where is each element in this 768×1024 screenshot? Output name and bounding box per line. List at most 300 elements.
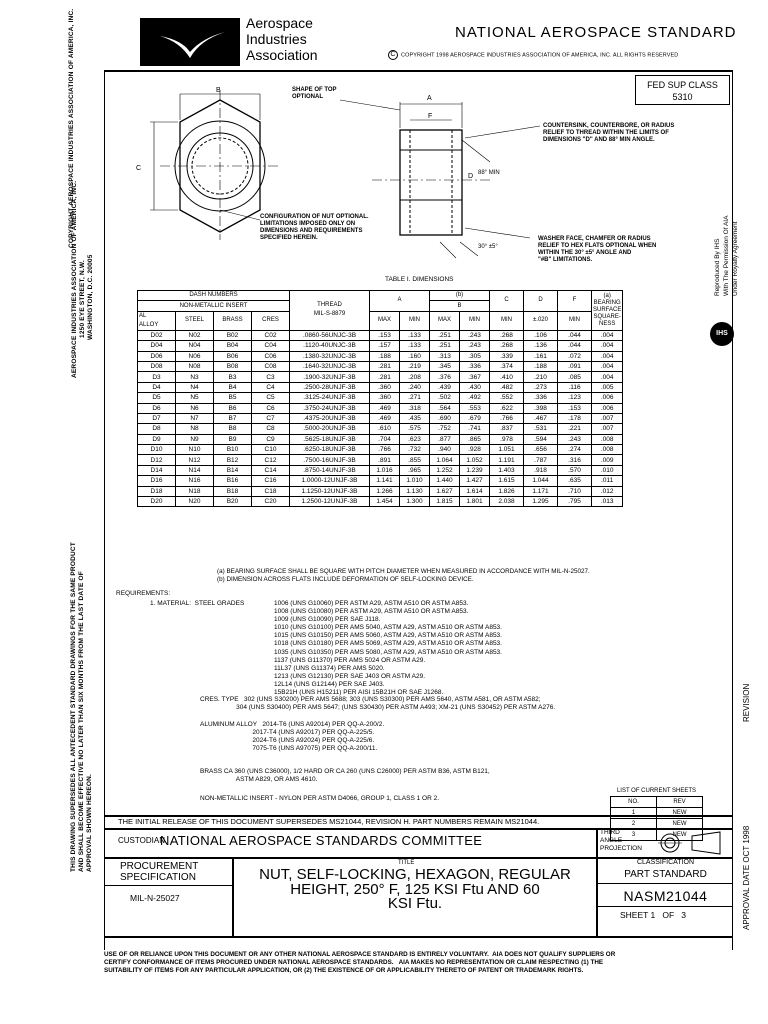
table-cell: .010	[592, 465, 623, 475]
ihs-logo-text: IHS	[716, 330, 728, 337]
table-cell: .732	[400, 445, 430, 455]
countersink-note: COUNTERSINK, COUNTERBORE, OR RADIUS RELIEF TO THREAD WITHIN THE LIMITS OF DIMENSIONS "D" AND 88° MIN ANGLE.	[543, 123, 675, 143]
table-cell: .251	[430, 330, 460, 340]
table-cell: .012	[592, 486, 623, 496]
header-b-min: MIN	[460, 311, 490, 330]
table-cell: .594	[524, 434, 558, 444]
table-cell: .004	[592, 341, 623, 351]
table-cell: .318	[400, 403, 430, 413]
address-line-1: AEROSPACE INDUSTRIES ASSOCIATION OF AMERICA, INC.	[71, 180, 78, 378]
table-cell: .072	[558, 351, 592, 361]
sheet-row: 2 NEW	[611, 818, 703, 829]
table-row	[138, 372, 623, 382]
table-cell: .153	[558, 403, 592, 413]
table-cell: .268	[490, 330, 524, 340]
table-cell: .622	[490, 403, 524, 413]
table-cell: 1.130	[400, 486, 430, 496]
dim-label-a: A	[427, 95, 432, 102]
sheet-row: 3 NEW	[611, 829, 703, 840]
table-cell: B5	[214, 393, 252, 403]
table-footnotes	[217, 568, 590, 584]
table-cell: B6	[214, 403, 252, 413]
table-cell: 1.141	[370, 476, 400, 486]
table-cell: B7	[214, 413, 252, 423]
table-cell: B16	[214, 476, 252, 486]
table-cell: .188	[370, 351, 400, 361]
table-cell: 1.2500-12UNJF-3B	[290, 497, 370, 507]
table-cell: .313	[430, 351, 460, 361]
table-cell: .153	[370, 330, 400, 340]
table-cell: .492	[460, 393, 490, 403]
table-cell: C7	[252, 413, 290, 423]
table-cell: .656	[524, 445, 558, 455]
table-cell: .410	[490, 372, 524, 382]
table-cell: B12	[214, 455, 252, 465]
table-cell: D10	[138, 445, 176, 455]
table-cell: .208	[400, 372, 430, 382]
header-brass: BRASS	[214, 311, 252, 330]
table-cell: .004	[592, 372, 623, 382]
header-cres: CRES	[252, 311, 290, 330]
header-d: D	[524, 291, 558, 312]
sheets-header-rev: REV	[657, 796, 703, 807]
table-cell: .178	[558, 413, 592, 423]
table-row	[138, 424, 623, 434]
table-cell: .435	[400, 413, 430, 423]
table-cell: .623	[400, 434, 430, 444]
table-cell: .271	[400, 393, 430, 403]
washer-face-note: WASHER FACE, CHAMFER OR RADIUS RELIEF TO HEX FLATS OPTIONAL WHEN WITHIN THE 30° ±5° ANGLE AND "#B" LIMITATIONS.	[538, 236, 657, 263]
table-cell: .085	[558, 372, 592, 382]
table-cell: N18	[176, 486, 214, 496]
part-number-divider	[596, 906, 733, 907]
table-cell: .787	[524, 455, 558, 465]
brass-requirement: BRASS CA 360 (UNS C36000), 1/2 HARD OR CA 260 (UNS C26000) PER ASTM B36, ASTM B121, ASTM A829, OR AMS 4610.	[200, 768, 490, 784]
copyright-text: COPYRIGHT 1998 AEROSPACE INDUSTRIES ASSOCIATION OF AMERICA, INC. ALL RIGHTS RESERVED	[401, 52, 679, 59]
table-cell: .273	[524, 382, 558, 392]
table-cell: .502	[430, 393, 460, 403]
table-cell: .5625-18UNJF-3B	[290, 434, 370, 444]
table-cell: .918	[524, 465, 558, 475]
ihs-logo-icon	[710, 322, 734, 346]
table-cell: .3125-24UNJF-3B	[290, 393, 370, 403]
table-cell: .439	[430, 382, 460, 392]
table-cell: .360	[370, 382, 400, 392]
table-cell: .570	[558, 465, 592, 475]
table-cell: B04	[214, 341, 252, 351]
table-cell: B20	[214, 497, 252, 507]
table-cell: .210	[524, 372, 558, 382]
table-cell: .469	[370, 403, 400, 413]
table-cell: .011	[592, 476, 623, 486]
table-cell: N20	[176, 497, 214, 507]
table-cell: .3750-24UNJF-3B	[290, 403, 370, 413]
procurement-label: PROCUREMENT SPECIFICATION	[120, 861, 199, 883]
table-cell: .161	[524, 351, 558, 361]
table-cell: D08	[138, 361, 176, 371]
address-line-3: WASHINGTON, D.C. 20005	[87, 254, 94, 340]
table-cell: .766	[490, 413, 524, 423]
table-cell: N8	[176, 424, 214, 434]
dimensions-table-body	[138, 330, 623, 507]
table-row	[138, 465, 623, 475]
table-cell: .243	[460, 330, 490, 340]
table-cell: D9	[138, 434, 176, 444]
table-cell: 1.239	[460, 465, 490, 475]
table-cell: N5	[176, 393, 214, 403]
table-cell: D8	[138, 424, 176, 434]
table-cell: .855	[400, 455, 430, 465]
table-cell: .219	[400, 361, 430, 371]
title-block-divider-left	[232, 857, 234, 936]
table-cell: C20	[252, 497, 290, 507]
header-f-min: MIN	[558, 311, 592, 330]
table-cell: 1.064	[430, 455, 460, 465]
copyright-icon: C	[388, 50, 398, 60]
supersedes-line-1: THIS DRAWING SUPERSEDES ALL ANTECEDENT STANDARD DRAWINGS FOR THE SAME PRODUCT	[70, 542, 77, 872]
table-cell: C3	[252, 372, 290, 382]
release-note: THE INITIAL RELEASE OF THIS DOCUMENT SUPERSEDES MS21044, REVISION H. PART NUMBERS REMAIN MS21044.	[118, 817, 540, 826]
table-cell: .679	[460, 413, 490, 423]
table-cell: 1.300	[400, 497, 430, 507]
table-cell: .281	[370, 361, 400, 371]
material-label: 1. MATERIAL: STEEL GRADES	[150, 600, 245, 607]
table-cell: .281	[370, 372, 400, 382]
table-cell: .339	[490, 351, 524, 361]
table-cell: D4	[138, 382, 176, 392]
table-cell: .0860-56UNJC-3B	[290, 330, 370, 340]
table-cell: .336	[524, 393, 558, 403]
header-c-min: MIN	[490, 311, 524, 330]
table-cell: N3	[176, 372, 214, 382]
table-cell: .710	[558, 486, 592, 496]
table-row	[138, 455, 623, 465]
table-cell: .398	[524, 403, 558, 413]
table-cell: .8750-14UNJF-3B	[290, 465, 370, 475]
table-cell: B10	[214, 445, 252, 455]
table-cell: 1.0000-12UNJF-3B	[290, 476, 370, 486]
table-cell: .008	[592, 445, 623, 455]
table-row	[138, 403, 623, 413]
table-cell: .123	[558, 393, 592, 403]
dim-label-d: D	[468, 173, 474, 180]
table-cell: B9	[214, 434, 252, 444]
table-cell: N9	[176, 434, 214, 444]
dim-label-b: B	[216, 87, 221, 94]
table-cell: .376	[430, 372, 460, 382]
table-cell: N06	[176, 351, 214, 361]
header-a-max: MAX	[370, 311, 400, 330]
table-cell: .006	[592, 393, 623, 403]
table-cell: .552	[490, 393, 524, 403]
table-cell: .005	[592, 382, 623, 392]
standard-title: NATIONAL AEROSPACE STANDARD	[455, 24, 737, 41]
table-cell: C4	[252, 382, 290, 392]
aluminum-requirement: ALUMINUM ALLOY 2014-T6 (UNS A92014) PER QQ-A-200/2. 2017-T4 (UNS A92017) PER QQ-A-225/5. 2024-T6 (UNS A92024) PER QQ-A-225/6. 7075-T6 (UNS A97075) PER QQ-A-200/11.	[200, 721, 385, 753]
table-cell: .469	[370, 413, 400, 423]
table-cell: .013	[592, 497, 623, 507]
table-cell: .008	[592, 434, 623, 444]
table-cell: .610	[370, 424, 400, 434]
table-cell: .360	[370, 393, 400, 403]
table-cell: .6250-18UNJF-3B	[290, 445, 370, 455]
table-cell: N02	[176, 330, 214, 340]
table-cell: C6	[252, 403, 290, 413]
custodian-label: CUSTODIAN	[118, 836, 165, 845]
table-cell: 1.266	[370, 486, 400, 496]
document-title: NUT, SELF-LOCKING, HEXAGON, REGULAR HEIGHT, 250° F, 125 KSI Ftu AND 60 KSI Ftu.	[259, 866, 571, 912]
table-cell: .940	[430, 445, 460, 455]
steel-grades: 1006 (UNS G10060) PER ASTM A29, ASTM A510 OR ASTM A853. 1008 (UNS G10080) PER ASTM A29, ASTM A510 OR ASTM A853. 1009 (UNS G10090) PER SAE J118. 1010 (UNS G10100) PER AMS 5040, ASTM A29, ASTM A510 OR ASTM A853. 1015 (UNS G10150) PER AMS 5060, ASTM A29, ASTM A510 OR ASTM A853. 1018 (UNS G10180) PER AMS 5069, ASTM A29, ASTM A510 OR ASTM A853. 1035 (UNS G10350) PER AMS 5080, ASTM A29, ASTM A510 OR ASTM A853. 1137 (UNS G11370) PER AMS 5024 OR ASTM A29. 11L37 (UNS G11374) PER AMS 5020. 1213 (UNS G12130) PER SAE J403 OR ASTM A29. 12L14 (UNS G12144) PER SAE J403. 15B21H (UNS H15211) PER AISI 15B21H OR SAE J1268.	[274, 600, 502, 697]
table-cell: .928	[460, 445, 490, 455]
table-cell: .575	[400, 424, 430, 434]
footnote-a: (a) BEARING SURFACE SHALL BE SQUARE WITH PITCH DIAMETER WHEN MEASURED IN ACCORDANCE WITH MIL-N-25027.	[217, 568, 590, 575]
table-caption: TABLE I. DIMENSIONS	[385, 276, 454, 283]
title-block-bottom-line	[104, 936, 733, 938]
table-cell: B18	[214, 486, 252, 496]
table-cell: D06	[138, 351, 176, 361]
table-cell: .221	[558, 424, 592, 434]
table-cell: D6	[138, 403, 176, 413]
table-cell: .136	[524, 341, 558, 351]
dim-label-c: C	[136, 165, 142, 172]
table-cell: C5	[252, 393, 290, 403]
dim-label-f: F	[428, 113, 433, 120]
table-cell: B8	[214, 424, 252, 434]
table-cell: C08	[252, 361, 290, 371]
projection-label: THIRD ANGLE PROJECTION	[600, 829, 642, 852]
table-cell: 1.801	[460, 497, 490, 507]
table-cell: .367	[460, 372, 490, 382]
header-al-alloy: AL ALLOY	[138, 311, 176, 330]
table-cell: .531	[524, 424, 558, 434]
header-f: F	[558, 291, 592, 312]
aia-logo-text: Aerospace Industries Association	[246, 15, 318, 63]
table-cell: 1.191	[490, 455, 524, 465]
table-row	[138, 341, 623, 351]
requirements-heading: REQUIREMENTS:	[116, 590, 171, 597]
third-angle-projection-icon	[656, 830, 728, 856]
table-row	[138, 361, 623, 371]
table-cell: D7	[138, 413, 176, 423]
table-cell: N10	[176, 445, 214, 455]
table-cell: .044	[558, 341, 592, 351]
angle-30-label: 30° ±5°	[478, 244, 498, 250]
header-steel: STEEL	[176, 311, 214, 330]
table-cell: .553	[460, 403, 490, 413]
fed-sup-class-label: FED SUP CLASS	[647, 80, 718, 90]
custodian-name: NATIONAL AEROSPACE STANDARDS COMMITTEE	[160, 833, 483, 848]
table-cell: .004	[592, 361, 623, 371]
table-cell: 1.403	[490, 465, 524, 475]
copyright-vertical: COPYRIGHT AEROSPACE INDUSTRIES ASSOCIATION OF AMERICA, INC.	[68, 8, 75, 248]
table-cell: .795	[558, 497, 592, 507]
header-b-note: (b)	[430, 291, 490, 301]
address-line-2: 1250 EYE STREET, N.W.	[79, 260, 86, 338]
table-cell: .374	[490, 361, 524, 371]
table-cell: .004	[592, 351, 623, 361]
table-cell: .268	[490, 341, 524, 351]
supersedes-line-3: APPROVAL SHOWN HEREON.	[86, 773, 93, 872]
table-cell: .837	[490, 424, 524, 434]
frame-top-line	[104, 70, 733, 72]
table-cell: .2500-28UNJF-3B	[290, 382, 370, 392]
table-cell: B08	[214, 361, 252, 371]
table-cell: .251	[430, 341, 460, 351]
table-row	[138, 351, 623, 361]
header-bearing-surface: (a) BEARING SURFACE SQUARE- NESS	[592, 291, 623, 331]
table-cell: D18	[138, 486, 176, 496]
table-cell: .891	[370, 455, 400, 465]
header-b: B	[430, 301, 490, 311]
dimensions-table	[137, 290, 623, 507]
table-row	[138, 413, 623, 423]
table-cell: D16	[138, 476, 176, 486]
table-row	[138, 330, 623, 340]
table-cell: .7500-16UNJF-3B	[290, 455, 370, 465]
table-cell: D02	[138, 330, 176, 340]
table-cell: 1.1250-12UNJF-3B	[290, 486, 370, 496]
table-cell: B02	[214, 330, 252, 340]
table-cell: .009	[592, 455, 623, 465]
header-a: A	[370, 291, 430, 312]
table-cell: .865	[460, 434, 490, 444]
footnote-b: (b) DIMENSION ACROSS FLATS INCLUDE DEFORMATION OF SELF-LOCKING DEVICE.	[217, 576, 474, 583]
table-row	[138, 434, 623, 444]
copyright-line	[388, 50, 678, 60]
table-cell: C18	[252, 486, 290, 496]
table-cell: .007	[592, 424, 623, 434]
classification-value: PART STANDARD	[624, 869, 707, 880]
table-cell: .160	[400, 351, 430, 361]
disclaimer: USE OF OR RELIANCE UPON THIS DOCUMENT OR ANY OTHER NATIONAL AEROSPACE STANDARD IS ENTIRELY VOLUNTARY. AIA DOES NOT QUALIFY SUPPLIERS OR CERTIFY CONFORMANCE OF ITEMS PROCURED UNDER NATIONAL AEROSPACE STANDARDS. AIA MAKES NO REPRESENTATION OR CLAIM RESPECTING (1) THE SUITABILITY OF ITEMS FOR ANY PARTICULAR APPLICATION, OR (2) THE EXISTENCE OF OR APPLICABILITY THERETO OF PATENT OR TRADEMARK RIGHTS.	[104, 951, 616, 974]
table-cell: N12	[176, 455, 214, 465]
approval-date: APPROVAL DATE OCT 1998	[742, 825, 751, 930]
sheets-header-no: NO.	[611, 796, 657, 807]
table-cell: B06	[214, 351, 252, 361]
supersedes-line-2: AND SHALL BECOME EFFECTIVE NO LATER THAN SIX MONTHS FROM THE LAST DATE OF	[78, 571, 85, 872]
table-cell: 1.427	[460, 476, 490, 486]
table-cell: C06	[252, 351, 290, 361]
table-row	[138, 497, 623, 507]
angle-88-label: 88° MIN	[478, 170, 500, 176]
table-cell: N04	[176, 341, 214, 351]
table-cell: .133	[400, 330, 430, 340]
header-c: C	[490, 291, 524, 312]
table-cell: C14	[252, 465, 290, 475]
procurement-spec: MIL-N-25027	[130, 893, 180, 903]
table-cell: .5000-20UNJF-3B	[290, 424, 370, 434]
table-cell: .752	[430, 424, 460, 434]
table-cell: C8	[252, 424, 290, 434]
table-cell: 1.454	[370, 497, 400, 507]
table-cell: C04	[252, 341, 290, 351]
shape-of-top-note: SHAPE OF TOP OPTIONAL	[292, 87, 337, 100]
table-cell: .336	[460, 361, 490, 371]
table-cell: .564	[430, 403, 460, 413]
table-cell: .704	[370, 434, 400, 444]
table-cell: C16	[252, 476, 290, 486]
table-cell: 1.016	[370, 465, 400, 475]
table-cell: .635	[558, 476, 592, 486]
fed-sup-class-value: 5310	[672, 92, 693, 102]
header-b-max: MAX	[430, 311, 460, 330]
sheets-caption: LIST OF CURRENT SHEETS	[616, 787, 697, 794]
table-cell: .4375-20UNJF-3B	[290, 413, 370, 423]
table-cell: 1.051	[490, 445, 524, 455]
table-row	[138, 393, 623, 403]
table-cell: .243	[558, 434, 592, 444]
header-a-min: MIN	[400, 311, 430, 330]
table-cell: 1.440	[430, 476, 460, 486]
table-cell: 2.038	[490, 497, 524, 507]
table-row	[138, 486, 623, 496]
title-block-divider-right	[596, 828, 598, 936]
table-cell: C9	[252, 434, 290, 444]
table-cell: .044	[558, 330, 592, 340]
table-row	[138, 476, 623, 486]
table-cell: 1.627	[430, 486, 460, 496]
table-cell: D04	[138, 341, 176, 351]
table-cell: .430	[460, 382, 490, 392]
table-cell: .877	[430, 434, 460, 444]
table-cell: 1.614	[460, 486, 490, 496]
table-cell: .240	[400, 382, 430, 392]
table-cell: .243	[460, 341, 490, 351]
table-cell: C10	[252, 445, 290, 455]
table-cell: .690	[430, 413, 460, 423]
table-cell: N16	[176, 476, 214, 486]
part-number: NASM21044	[623, 888, 708, 904]
table-cell: .316	[558, 455, 592, 465]
table-cell: .1640-32UNJC-3B	[290, 361, 370, 371]
table-cell: .157	[370, 341, 400, 351]
table-cell: .741	[460, 424, 490, 434]
table-cell: D3	[138, 372, 176, 382]
table-cell: B14	[214, 465, 252, 475]
insert-requirement: NON-METALLIC INSERT - NYLON PER ASTM D4066, GROUP 1, CLASS 1 OR 2.	[200, 795, 440, 802]
table-cell: .965	[400, 465, 430, 475]
table-cell: .1120-40UNJC-3B	[290, 341, 370, 351]
table-cell: N4	[176, 382, 214, 392]
table-cell: .274	[558, 445, 592, 455]
table-cell: C12	[252, 455, 290, 465]
table-cell: .467	[524, 413, 558, 423]
table-cell: D5	[138, 393, 176, 403]
table-cell: .106	[524, 330, 558, 340]
header-thread: THREAD MIL-S-8879	[290, 291, 370, 331]
aia-swoosh-icon	[140, 18, 240, 66]
table-cell: 1.615	[490, 476, 524, 486]
table-cell: 1.171	[524, 486, 558, 496]
table-cell: .091	[558, 361, 592, 371]
classification-divider	[596, 883, 733, 884]
table-cell: N7	[176, 413, 214, 423]
table-cell: .007	[592, 413, 623, 423]
table-cell: .978	[490, 434, 524, 444]
table-cell: 1.252	[430, 465, 460, 475]
table-cell: .133	[400, 341, 430, 351]
table-cell: .345	[430, 361, 460, 371]
table-row	[138, 445, 623, 455]
header-dash-numbers: DASH NUMBERS	[138, 291, 290, 301]
sheet-number: SHEET 1 OF 3	[620, 910, 686, 920]
sheet-row: 1 NEW	[611, 807, 703, 818]
table-cell: 1.815	[430, 497, 460, 507]
table-cell: .482	[490, 382, 524, 392]
ihs-reproduction-note: Reproduced By IHS With The Permission Of AIA Under Royalty Agreement	[714, 215, 739, 296]
table-cell: N08	[176, 361, 214, 371]
